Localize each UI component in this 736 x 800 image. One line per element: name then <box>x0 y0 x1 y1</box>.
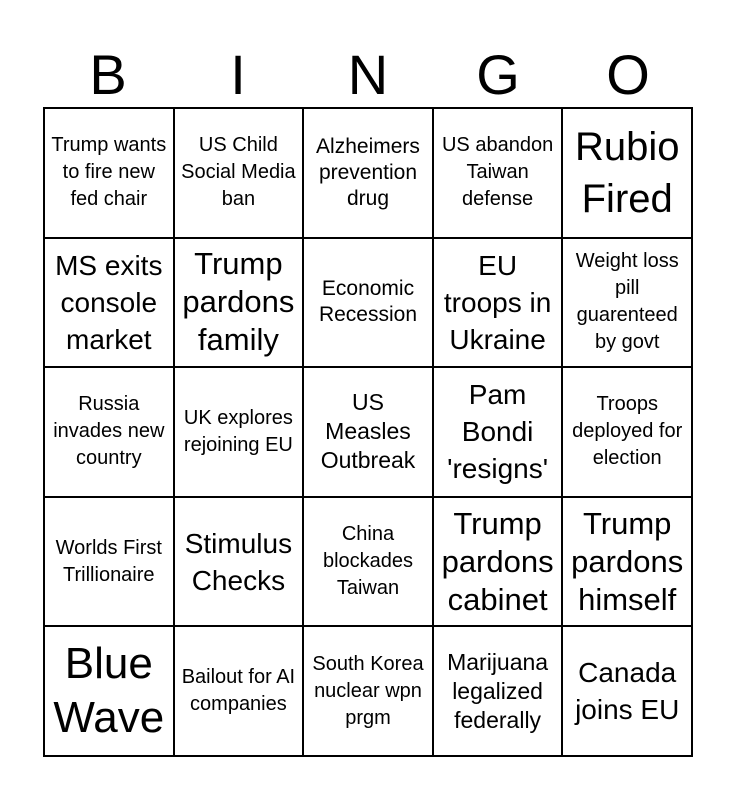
header-letter-b: B <box>89 43 127 106</box>
cell-text: Alzheimers prevention drug <box>316 134 420 210</box>
cell-text: Rubio Fired <box>574 124 680 221</box>
cell-text: Trump pardons family <box>182 246 295 358</box>
bingo-cell[interactable] <box>175 368 305 498</box>
bingo-cell[interactable] <box>563 239 693 369</box>
cell-text: Pam Bondi 'resigns' <box>447 379 549 485</box>
bingo-cell[interactable] <box>304 109 434 239</box>
cell-text: Troops deployed for election <box>572 393 683 470</box>
bingo-cell[interactable] <box>563 498 693 628</box>
bingo-cell[interactable] <box>45 109 175 239</box>
header-letter-i: I <box>230 43 246 106</box>
cell-text: Stimulus Checks <box>184 527 293 596</box>
cell-text: UK explores rejoining EU <box>183 406 293 456</box>
cell-text: Weight loss pill guarenteed by govt <box>575 250 679 354</box>
header-letter-o: O <box>606 43 650 106</box>
bingo-cell[interactable] <box>563 368 693 498</box>
bingo-cell[interactable] <box>304 627 434 757</box>
bingo-board <box>43 107 693 757</box>
cell-text: MS exits console market <box>55 249 163 355</box>
header-letter-n: N <box>347 43 389 106</box>
bingo-cell[interactable] <box>563 109 693 239</box>
cell-text: Trump wants to fire new fed chair <box>51 134 167 211</box>
cell-text: Canada joins EU <box>575 657 680 726</box>
cell-text: Trump pardons cabinet <box>441 505 554 617</box>
bingo-cell[interactable] <box>45 239 175 369</box>
bingo-cell[interactable] <box>434 109 564 239</box>
cell-text: Economic Recession <box>318 277 418 327</box>
bingo-cell[interactable] <box>434 627 564 757</box>
cell-text: China blockades Taiwan <box>322 523 414 600</box>
cell-text: US abandon Taiwan defense <box>441 134 554 211</box>
bingo-cell[interactable] <box>45 498 175 628</box>
bingo-cell[interactable] <box>45 627 175 757</box>
bingo-cell[interactable] <box>434 498 564 628</box>
cell-text: Blue Wave <box>53 639 165 743</box>
bingo-cell[interactable] <box>434 239 564 369</box>
cell-text: EU troops in Ukraine <box>443 249 552 355</box>
bingo-cell[interactable] <box>304 368 434 498</box>
header-letter-g: G <box>476 43 520 106</box>
cell-text: Trump pardons himself <box>571 505 684 617</box>
bingo-cell[interactable] <box>563 627 693 757</box>
cell-text: Russia invades new country <box>53 393 165 470</box>
cell-text: US Child Social Media ban <box>181 134 296 211</box>
bingo-cell[interactable] <box>175 498 305 628</box>
bingo-cell[interactable] <box>434 368 564 498</box>
bingo-cell[interactable] <box>304 498 434 628</box>
bingo-cell[interactable] <box>304 239 434 369</box>
bingo-header <box>43 42 693 108</box>
cell-text: Worlds First Trillionaire <box>55 536 162 586</box>
bingo-cell[interactable] <box>175 109 305 239</box>
cell-text: Marijuana legalized federally <box>447 648 549 733</box>
cell-text: South Korea nuclear wpn prgm <box>312 652 424 729</box>
bingo-cell[interactable] <box>45 368 175 498</box>
bingo-cell[interactable] <box>175 239 305 369</box>
bingo-cell[interactable] <box>175 627 305 757</box>
cell-text: US Measles Outbreak <box>320 389 416 474</box>
cell-text: Bailout for AI companies <box>181 666 296 716</box>
